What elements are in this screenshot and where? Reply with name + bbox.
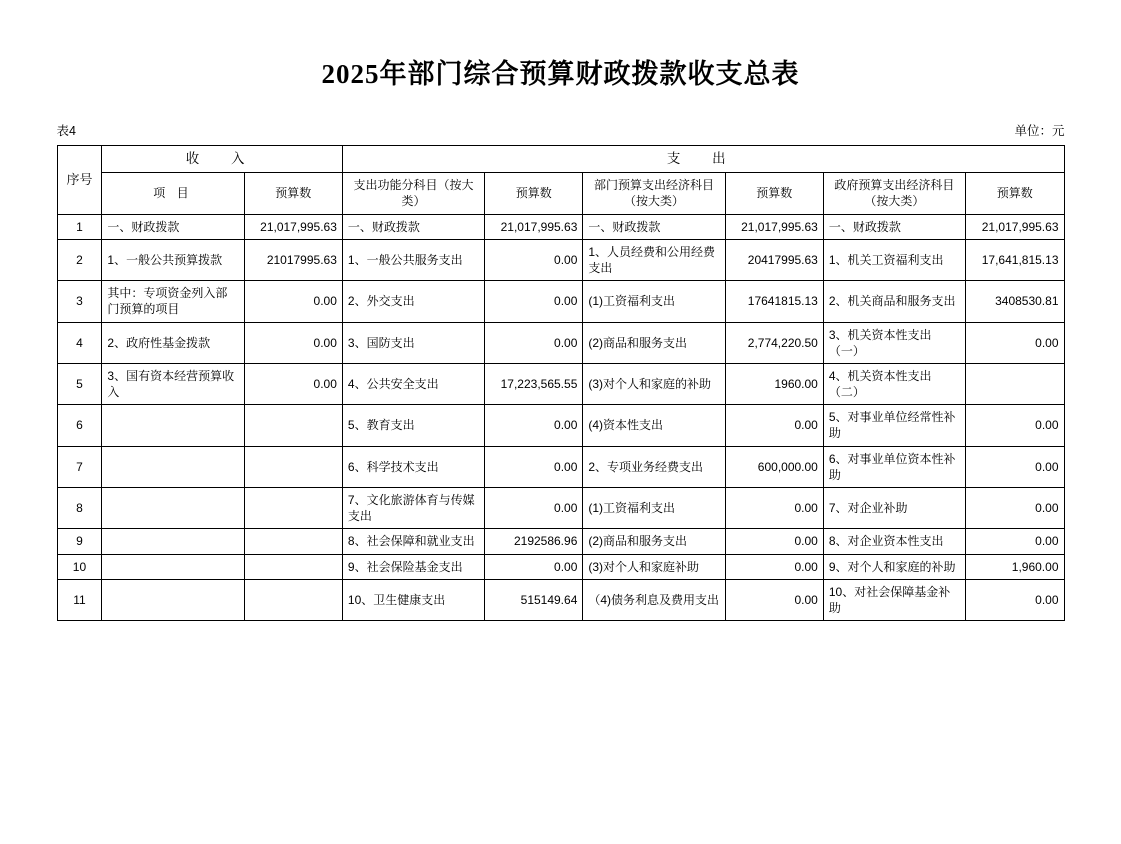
cell-budget-4: 0.00 (966, 529, 1064, 554)
header-budget-3: 预算数 (725, 173, 823, 214)
cell-function: 3、国防支出 (342, 322, 484, 363)
cell-gov-econ: 6、对事业单位资本性补助 (823, 446, 965, 487)
cell-item: 2、政府性基金拨款 (102, 322, 244, 363)
cell-budget-2: 21,017,995.63 (485, 214, 583, 239)
table-row (57, 554, 1064, 579)
cell-seq: 6 (57, 405, 102, 446)
page-title: 2025年部门综合预算财政拨款收支总表 (321, 59, 800, 89)
table-row (57, 214, 1064, 239)
cell-budget-3: 1960.00 (725, 363, 823, 404)
cell-seq: 5 (57, 363, 102, 404)
cell-seq: 3 (57, 281, 102, 322)
cell-budget-3: 17641815.13 (725, 281, 823, 322)
cell-function: 10、卫生健康支出 (342, 579, 484, 620)
cell-budget-3: 0.00 (725, 529, 823, 554)
header-group-income: 收 入 (102, 146, 343, 173)
cell-item (102, 529, 244, 554)
cell-gov-econ: 1、机关工资福利支出 (823, 239, 965, 280)
cell-dept-econ: 2、专项业务经费支出 (583, 446, 725, 487)
table-row (57, 281, 1064, 322)
cell-budget-3: 0.00 (725, 554, 823, 579)
cell-budget-1 (244, 446, 342, 487)
cell-budget-3: 600,000.00 (725, 446, 823, 487)
cell-gov-econ: 3、机关资本性支出（一） (823, 322, 965, 363)
cell-seq: 9 (57, 529, 102, 554)
cell-dept-econ: (1)工资福利支出 (583, 488, 725, 529)
cell-item: 3、国有资本经营预算收入 (102, 363, 244, 404)
cell-budget-3: 20417995.63 (725, 239, 823, 280)
cell-budget-2: 2192586.96 (485, 529, 583, 554)
table-row (57, 488, 1064, 529)
cell-budget-1: 21,017,995.63 (244, 214, 342, 239)
cell-budget-3: 2,774,220.50 (725, 322, 823, 363)
table-number: 表4 (56, 124, 76, 138)
cell-seq: 7 (57, 446, 102, 487)
cell-gov-econ: 2、机关商品和服务支出 (823, 281, 965, 322)
cell-function: 5、教育支出 (342, 405, 484, 446)
cell-dept-econ: (2)商品和服务支出 (583, 322, 725, 363)
header-gov-econ-subject: 政府预算支出经济科目（按大类） (823, 173, 965, 214)
table-row (57, 529, 1064, 554)
cell-function: 8、社会保障和就业支出 (342, 529, 484, 554)
cell-item: 一、财政拨款 (102, 214, 244, 239)
cell-budget-2: 0.00 (485, 322, 583, 363)
cell-dept-econ: （4)债务利息及费用支出 (583, 579, 725, 620)
cell-gov-econ: 9、对个人和家庭的补助 (823, 554, 965, 579)
cell-function: 一、财政拨款 (342, 214, 484, 239)
cell-budget-4: 17,641,815.13 (966, 239, 1064, 280)
table-row (57, 239, 1064, 280)
cell-dept-econ: (4)资本性支出 (583, 405, 725, 446)
cell-function: 2、外交支出 (342, 281, 484, 322)
cell-budget-1: 0.00 (244, 281, 342, 322)
cell-dept-econ: (3)对个人和家庭补助 (583, 554, 725, 579)
table-row (57, 446, 1064, 487)
cell-function: 1、一般公共服务支出 (342, 239, 484, 280)
cell-budget-2: 0.00 (485, 446, 583, 487)
cell-dept-econ: 一、财政拨款 (583, 214, 725, 239)
cell-seq: 10 (57, 554, 102, 579)
cell-budget-4: 0.00 (966, 446, 1064, 487)
cell-gov-econ: 8、对企业资本性支出 (823, 529, 965, 554)
cell-budget-4: 0.00 (966, 579, 1064, 620)
header-budget-2: 预算数 (485, 173, 583, 214)
table-row (57, 322, 1064, 363)
cell-budget-4: 0.00 (966, 322, 1064, 363)
cell-budget-4 (966, 363, 1064, 404)
budget-table (57, 145, 1065, 621)
table-row (57, 405, 1064, 446)
cell-budget-3: 0.00 (725, 405, 823, 446)
table-row (57, 363, 1064, 404)
cell-budget-4: 0.00 (966, 488, 1064, 529)
cell-function: 7、文化旅游体育与传媒支出 (342, 488, 484, 529)
cell-budget-4: 0.00 (966, 405, 1064, 446)
cell-budget-2: 0.00 (485, 554, 583, 579)
cell-function: 6、科学技术支出 (342, 446, 484, 487)
cell-gov-econ: 10、对社会保障基金补助 (823, 579, 965, 620)
cell-dept-econ: (1)工资福利支出 (583, 281, 725, 322)
cell-budget-1 (244, 405, 342, 446)
cell-dept-econ: (3)对个人和家庭的补助 (583, 363, 725, 404)
header-group-expense: 支 出 (342, 146, 1064, 173)
cell-budget-1: 0.00 (244, 322, 342, 363)
header-function-subject: 支出功能分科目（按大类） (342, 173, 484, 214)
cell-budget-2: 0.00 (485, 281, 583, 322)
table-row (57, 579, 1064, 620)
table-meta (57, 121, 1065, 139)
cell-budget-1: 21017995.63 (244, 239, 342, 280)
cell-budget-1 (244, 579, 342, 620)
cell-budget-4: 3408530.81 (966, 281, 1064, 322)
header-seq: 序号 (57, 146, 102, 215)
cell-gov-econ: 7、对企业补助 (823, 488, 965, 529)
cell-budget-2: 515149.64 (485, 579, 583, 620)
cell-budget-1: 0.00 (244, 363, 342, 404)
table-header-group-row (57, 146, 1064, 173)
cell-gov-econ: 一、财政拨款 (823, 214, 965, 239)
cell-dept-econ: 1、人员经费和公用经费支出 (583, 239, 725, 280)
cell-seq: 11 (57, 579, 102, 620)
cell-dept-econ: (2)商品和服务支出 (583, 529, 725, 554)
header-budget-4: 预算数 (966, 173, 1064, 214)
header-budget-1: 预算数 (244, 173, 342, 214)
cell-budget-2: 0.00 (485, 405, 583, 446)
cell-budget-1 (244, 488, 342, 529)
cell-item (102, 579, 244, 620)
cell-budget-4: 21,017,995.63 (966, 214, 1064, 239)
cell-budget-4: 1,960.00 (966, 554, 1064, 579)
cell-item (102, 446, 244, 487)
cell-item (102, 554, 244, 579)
cell-budget-3: 0.00 (725, 579, 823, 620)
document-page (0, 52, 1121, 844)
cell-budget-2: 0.00 (485, 239, 583, 280)
cell-item: 1、一般公共预算拨款 (102, 239, 244, 280)
cell-budget-1 (244, 529, 342, 554)
header-item: 项 目 (102, 173, 244, 214)
cell-budget-2: 0.00 (485, 488, 583, 529)
cell-item (102, 488, 244, 529)
cell-gov-econ: 4、机关资本性支出（二） (823, 363, 965, 404)
cell-budget-1 (244, 554, 342, 579)
cell-budget-2: 17,223,565.55 (485, 363, 583, 404)
cell-seq: 1 (57, 214, 102, 239)
cell-seq: 4 (57, 322, 102, 363)
cell-seq: 8 (57, 488, 102, 529)
cell-function: 9、社会保险基金支出 (342, 554, 484, 579)
cell-budget-3: 0.00 (725, 488, 823, 529)
cell-function: 4、公共安全支出 (342, 363, 484, 404)
unit-note: 单位：元 (1014, 124, 1065, 138)
table-header-col-row (57, 173, 1064, 214)
cell-budget-3: 21,017,995.63 (725, 214, 823, 239)
cell-item: 其中：专项资金列入部门预算的项目 (102, 281, 244, 322)
cell-gov-econ: 5、对事业单位经常性补助 (823, 405, 965, 446)
cell-item (102, 405, 244, 446)
cell-seq: 2 (57, 239, 102, 280)
header-dept-econ-subject: 部门预算支出经济科目（按大类） (583, 173, 725, 214)
